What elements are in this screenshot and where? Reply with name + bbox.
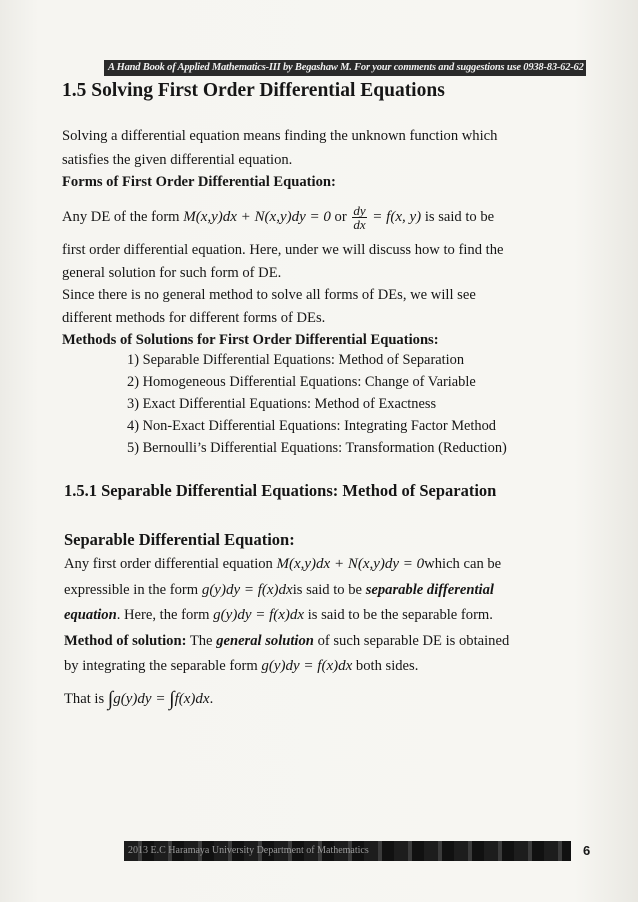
- separable-line-5: [64, 657, 418, 675]
- forms-or: or: [334, 208, 347, 225]
- sep-l2-prefix: expressible in the form: [64, 582, 199, 598]
- sep-l3-emphasis: equation: [64, 607, 117, 623]
- running-header: A Hand Book of Applied Mathematics-III by Begashaw M. For your comments and suggestions use 0938-83-62-62: [104, 60, 586, 76]
- method-item-4: 4) Non-Exact Differential Equations: Integrating Factor Method: [127, 418, 496, 434]
- intro-line-2: satisfies the given differential equation.: [62, 152, 293, 168]
- separable-heading: Separable Differential Equation:: [64, 530, 295, 549]
- sep-l6-end: .: [209, 691, 214, 707]
- integral-sign-1: ∫: [107, 688, 114, 710]
- sep-l5-eq: g(y)dy = f(x)dx: [261, 658, 353, 674]
- sep-l2-eq: g(y)dy = f(x)dx: [201, 582, 293, 598]
- sep-l6-eq1: g(y)dy =: [113, 691, 166, 707]
- forms-line-3: general solution for such form of DE.: [62, 265, 282, 281]
- frac-denominator: dx: [353, 217, 366, 232]
- sep-l1-eq: M(x,y)dx + N(x,y)dy = 0: [276, 556, 425, 572]
- forms-heading: Forms of First Order Differential Equation:: [62, 174, 336, 190]
- page-number: 6: [583, 843, 591, 858]
- methods-heading: Methods of Solutions for First Order Differential Equations:: [62, 332, 439, 348]
- sep-l5-prefix: by integrating the separable form: [64, 658, 258, 674]
- forms-prefix: Any DE of the form: [62, 208, 180, 225]
- sep-l2-mid: is said to be: [292, 582, 363, 598]
- sep-l4-mid: The: [189, 633, 213, 649]
- separable-line-3: [64, 606, 493, 624]
- method-item-5: 5) Bernoulli’s Differential Equations: Transformation (Reduction): [127, 440, 507, 456]
- forms-eq2: = f(x, y): [372, 208, 422, 225]
- frac-numerator: dy: [353, 203, 366, 218]
- sep-l3-mid: . Here, the form: [116, 607, 210, 623]
- sep-l2-emphasis: separable differential: [365, 582, 494, 598]
- forms-suffix: is said to be: [424, 208, 495, 225]
- separable-line-1: [64, 555, 501, 573]
- method-item-2: 2) Homogeneous Differential Equations: Change of Variable: [127, 374, 476, 390]
- method-of-solution-label: Method of solution:: [64, 633, 187, 649]
- dy-dx-fraction: [352, 204, 366, 231]
- separable-line-4: [64, 632, 509, 650]
- method-item-1: 1) Separable Differential Equations: Method of Separation: [127, 352, 465, 368]
- method-item-3: 3) Exact Differential Equations: Method of Exactness: [127, 396, 437, 412]
- sep-l6-eq2: f(x)dx: [174, 691, 210, 707]
- separable-line-6: [64, 690, 213, 708]
- integral-sign-2: ∫: [169, 688, 175, 710]
- forms-line-5: different methods for different forms of DEs.: [62, 310, 326, 326]
- sep-l6-prefix: That is: [64, 691, 105, 707]
- sep-l4-suffix: of such separable DE is obtained: [317, 633, 510, 649]
- sep-l1-prefix: Any first order differential equation: [64, 556, 273, 572]
- sep-l3-suffix: is said to be the separable form.: [307, 607, 493, 623]
- sep-l3-eq: g(y)dy = f(x)dx: [213, 607, 305, 623]
- sep-l5-suffix: both sides.: [355, 658, 419, 674]
- forms-eq1: M(x,y)dx + N(x,y)dy = 0: [183, 208, 331, 225]
- sep-l1-suffix: which can be: [424, 556, 502, 572]
- footer-banner: 2013 E.C Haramaya University Department of Mathematics: [124, 841, 571, 861]
- subsection-title: 1.5.1 Separable Differential Equations: Method of Separation: [64, 481, 497, 500]
- forms-equation-line: [62, 204, 494, 231]
- forms-line-4: Since there is no general method to solve all forms of DEs, we will see: [62, 287, 476, 303]
- separable-line-2: [64, 581, 494, 599]
- section-title: 1.5 Solving First Order Differential Equations: [62, 80, 445, 101]
- forms-line-2: first order differential equation. Here, under we will discuss how to find the: [62, 242, 504, 258]
- intro-line-1: Solving a differential equation means finding the unknown function which: [62, 128, 498, 144]
- sep-l4-emphasis: general solution: [216, 633, 314, 649]
